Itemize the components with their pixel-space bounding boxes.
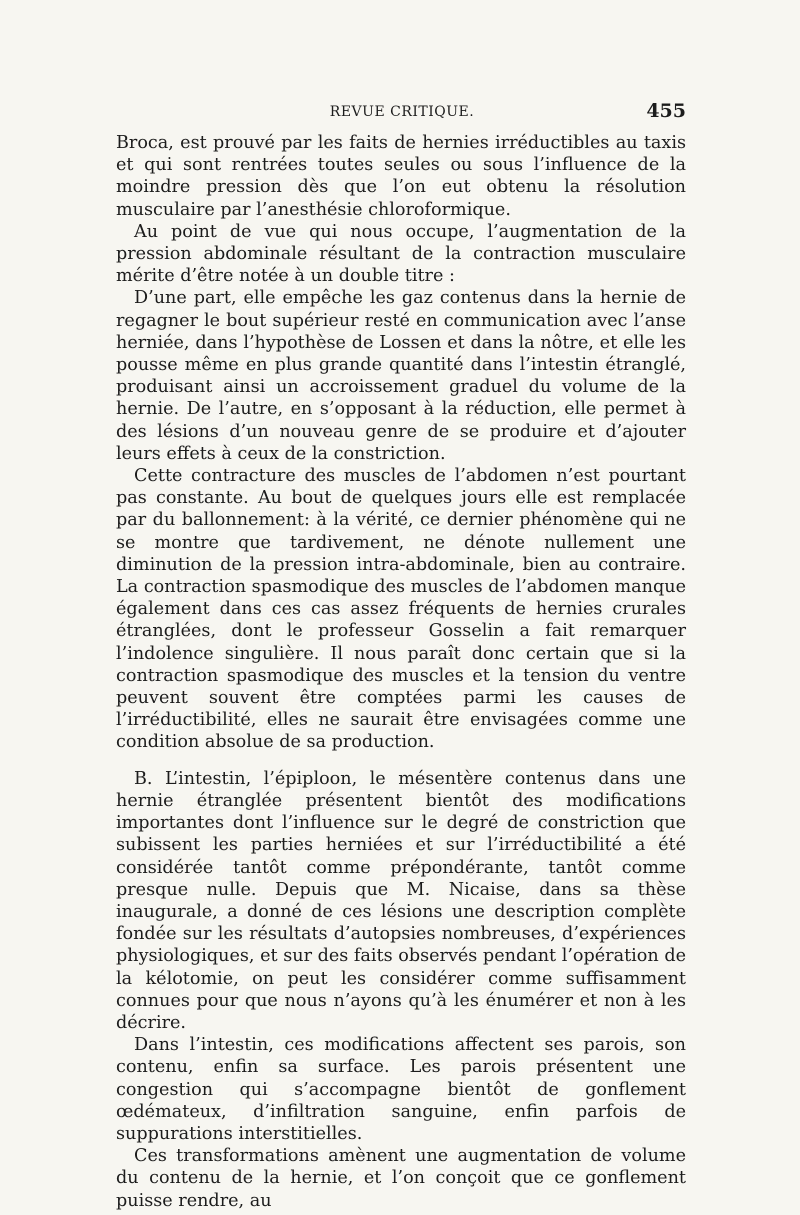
running-title: REVUE CRITIQUE. [329,104,475,120]
paragraph-continuation: Broca, est prouvé par les faits de hernies irréductibles au taxis et qui sont rentrées toutes seules ou sous l’influence de la moindre pression dès que l’on eut obtenu la résolution musculaire par l’anesthésie chloroformique. [116,133,686,220]
paragraph-section-b: B. L’intestin, l’épiploon, le mésentère contenus dans une hernie étranglée présentent bientôt des modifications importantes dont l’influence sur le degré de constriction que subissent les parties herniées et sur l’irréductibilité a été considérée tantôt comme prépondérante, tantôt comme presque nulle. Depuis que M. Nicaise, dans sa thèse inaugurale, a donné de ces lésions une description complète fondée sur les résultats d’autopsies nombreuses, d’expériences physiologiques, et sur des faits observés pendant l’opération de la kélotomie, on peut les considérer comme suffisamment connues pour que nous n’ayons qu’à les énumérer et non à les décrire. [116,768,686,1033]
page-header [118,100,686,124]
page-number: 455 [646,100,686,122]
paragraph: Cette contracture des muscles de l’abdomen n’est pourtant pas constante. Au bout de quelques jours elle est remplacée par du ballonnement: à la vérité, ce dernier phénomène qui ne se montre que tardivement, ne dénote nullement une diminution de la pression intra-abdominale, bien au contraire. La contraction spasmodique des muscles de l’abdomen manque également dans ces cas assez fréquents de hernies crurales étranglées, dont le professeur Gosselin a fait remarquer l’indolence singulière. Il nous paraît donc certain que si la contraction spasmodique des muscles et la tension du ventre peuvent souvent être comptées parmi les causes de l’irréductibilité, elles ne saurait être envisagées comme une condition absolue de sa production. [116,466,686,753]
page-body [116,132,686,1212]
paragraph: Dans l’intestin, ces modifications affectent ses parois, son contenu, enfin sa surface. Les parois présentent une congestion qui s’accompagne bientôt de gonflement œdémateux, d’infiltration sanguine, enfin parfois de suppurations interstitielles. [116,1035,686,1144]
paragraph: D’une part, elle empêche les gaz contenus dans la hernie de regagner le bout supérieur resté en communication avec l’anse herniée, dans l’hypothèse de Lossen et dans la nôtre, et elle les pousse même en plus grande quantité dans l’intestin étranglé, produisant ainsi un accroissement graduel du volume de la hernie. De l’autre, en s’opposant à la réduction, elle permet à des lésions d’un nouveau genre de se produire et d’ajouter leurs effets à ceux de la constriction. [116,288,686,464]
paragraph: Ces transformations amènent une augmentation de volume du contenu de la hernie, et l’on conçoit que ce gonflement puisse rendre, au [116,1146,686,1211]
paragraph: Au point de vue qui nous occupe, l’augmentation de la pression abdominale résultant de la contraction musculaire mérite d’être notée à un double titre : [116,221,686,287]
